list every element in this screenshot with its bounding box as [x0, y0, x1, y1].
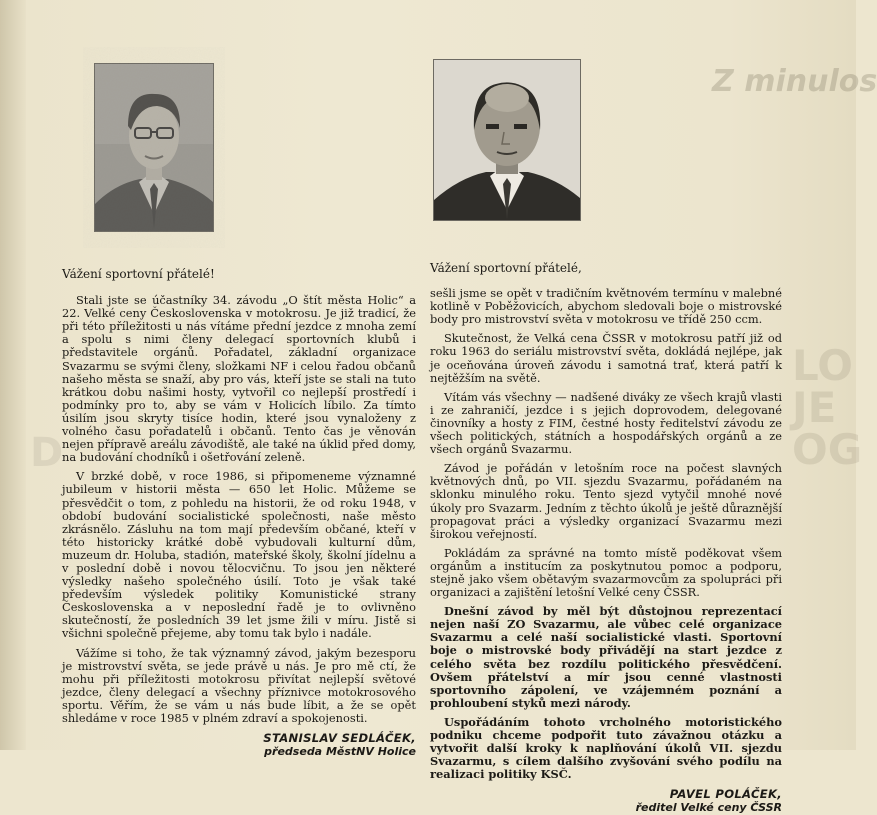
letter-paragraph: Stali jste se účastníky 34. závodu „O štít města Holic“ a 22. Velké ceny Československa v motokrosu. Je již tradicí, že při této příležitosti u nás vítáme přední jezdce z mnoha zemí a spolu s nimi členy delegací sportovních klubů i představitele orgánů. Pořadatel, základní organizace Svazarmu se svými členy, složkami NF i celou řadou občanů našeho města se snaží, aby pro vás, kteří jste se stali na tuto krátkou dobu našimi hosty, vytvořil co nejlepší prostředí i podmínky pro to, aby se vám v Holicích líbilo. Za tímto úsilím jsou skryty tisíce hodin, které jsou vynaloženy z volného času pořadatelů i občanů. Tento čas je věnován nejen přípravě areálu závodiště, ale také na úklid před domy, na budování chodníků i ošetřování zeleně. — [62, 293, 416, 465]
page-gutter — [0, 0, 26, 750]
letter-body — [430, 287, 782, 781]
letter-paragraph: Vážíme si toho, že tak významný závod, jakým bezesporu je mistrovství světa, se jede právě u nás. Je pro mě ctí, že mohu při příležitosti motokrosu přivítat nejlepší světové jezdce, členy delegací a všechny příznivce motokrosového sportu. Věřím, že se vám u nás bude líbit, a že se opět shledáme v roce 1985 v plném zdraví a spokojenosti. — [62, 645, 416, 725]
letter-paragraph: Dnešní závod by měl být důstojnou reprezentací nejen naší ZO Svazarmu, ale vůbec celé organizace Svazarmu a celé naší socialistické vlasti. Sportovní boje o mistrovské body přivádějí na start jezdce z celého světa bez rozdílu politického přesvědčení. Ovšem přátelství a mír jsou cenné vlastnosti sportovního zápolení, ve vzájemném poznání a prohloubení styků mezi národy. — [430, 604, 782, 710]
letter-paragraph: Vítám vás všechny — nadšené diváky ze všech krajů vlasti i ze zahraničí, jezdce i s jejich doprovodem, delegované činovníky a hosty z FIM, čestné hosty ředitelství závodu ze všech politických, státních a hospodářských orgánů a ze všech orgánů Svazarmu. — [430, 389, 782, 457]
letter-paragraph: Závod je pořádán v letošním roce na počest slavných květnových dnů, po VII. sjezdu Svazarmu, pořádaném na sklonku minulého roku. Tento sjezd vytyčil mnohé nové úkoly pro Svazarm. Jedním z těchto úkolů je ještě důraznější propagovat práci a výsledky organizací Svazarmu mezi širokou veřejností. — [430, 461, 782, 541]
letter-paragraph: Skutečnost, že Velká cena ČSSR v motokrosu patří již od roku 1963 do seriálu mistrovství světa, dokládá nejlépe, jak je oceňována úroveň závodu i samotná trať, která patří k nejtěžším na světě. — [430, 331, 782, 385]
letter-signature — [62, 731, 416, 759]
bleed-through-logo-left: D — [30, 430, 64, 476]
portrait-photo-polacek — [433, 59, 581, 221]
letter-paragraph: Uspořádáním tohoto vrcholného motoristického podniku chceme podpořit tuto závažnou otázku a vytvořit další kroky k naplňování úkolů VII. sjezdu Svazarmu, s cílem dalšího zvyšování svého podílu na realizaci politiky KSČ. — [430, 714, 782, 782]
letter-greeting: Vážení sportovní přátelé, — [430, 261, 582, 275]
bleed-through-heading: Z minulos — [712, 64, 877, 99]
bleed-through-logo-right: LO JE OG — [792, 341, 863, 474]
letter-paragraph: Pokládám za správné na tomto místě poděkovat všem orgánům a institucím za poskytnutou pomoc a podporu, stejně jako všem obětavým svazarmovcům za spolupráci při organizaci a zajištění letošní Velké ceny ČSSR. — [430, 545, 782, 600]
letter-paragraph: sešli jsme se opět v tradičním květnovém termínu v malebné kotlině v Poběžovicích, abychom sledovali boje o mistrovské body pro mistrovství světa v motokrosu ve třídě 250 ccm. — [430, 286, 782, 327]
signature-role: předseda MěstNV Holice — [264, 745, 416, 759]
signature-role: ředitel Velké ceny ČSSR — [635, 801, 782, 815]
signature-name: STANISLAV SEDLÁČEK, — [263, 731, 416, 746]
portrait-photo-sedlacek — [94, 63, 214, 232]
letter-polacek — [430, 262, 782, 815]
letter-paragraph: V brzké době, v roce 1986, si připomeneme významné jubileum v historii města — 650 let Holic. Můžeme se přesvědčit o tom, z pohledu na historii, že od roku 1948, v období budování socialistické společnosti, naše město zkrásnělo. Zásluhu na tom mají především občané, kteří v této historicky krátké době vybudovali kulturní dům, muzeum dr. Holuba, stadión, mateřské školy, školní jídelnu a v poslední době i novou tělocvičnu. To jsou jen některé výsledky našeho společného úsilí. Toto je však také především výsledek politiky Komunistické strany Československa a v neposlední řadě je to ovlivněno skutečností, že posledních 39 let jsme žili v míru. Jistě si všichni společně přejeme, aby tomu tak bylo i nadále. — [62, 469, 416, 641]
letter-greeting: Vážení sportovní přátelé! — [62, 267, 215, 281]
signature-name: PAVEL POLÁČEK, — [669, 787, 782, 802]
letter-sedlacek — [62, 268, 416, 759]
letter-signature — [430, 787, 782, 815]
